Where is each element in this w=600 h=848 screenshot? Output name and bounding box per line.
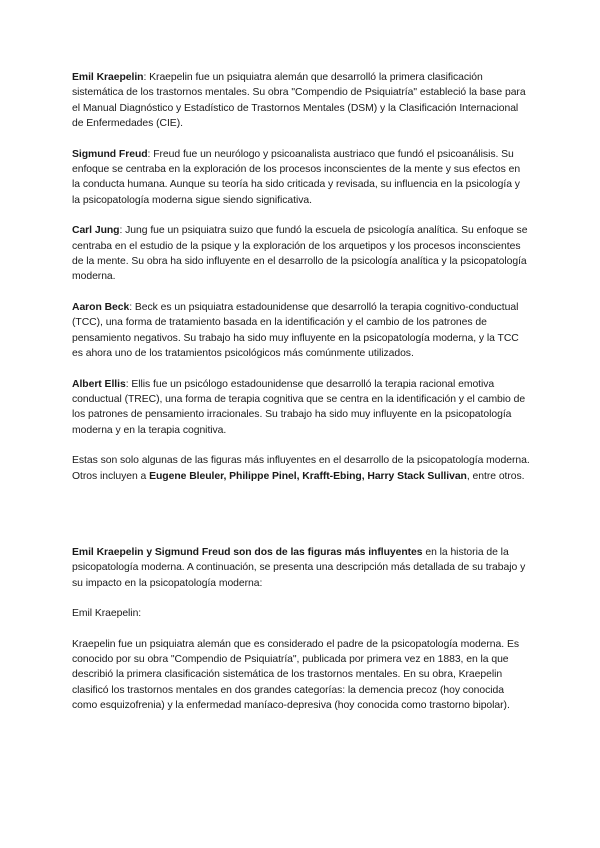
- others-intro: Estas son solo algunas de las figuras más influyentes en el desarrollo de la psicopatología moderna. Otros incluyen a: [72, 455, 530, 482]
- others-outro: , entre otros.: [466, 470, 525, 482]
- paragraph-kraepelin: [72, 70, 530, 132]
- text-kraepelin: : Kraepelin fue un psiquiatra alemán que desarrolló la primera clasificación sistemática de los trastornos mentales. Su obra "Compendio de Psiquiatría" estableció la base para el Manual Diagnóstico y Estadístico de Trastornos Mentales (DSM) y la Clasificación Internacional de Enfermedades (CIE).: [72, 72, 526, 130]
- name-ellis: Albert Ellis: [72, 378, 126, 390]
- text-freud: : Freud fue un neurólogo y psicoanalista austriaco que fundó el psicoanálisis. Su enfoque se centraba en la exploración de los procesos inconscientes de la mente y sus efectos en la conducta humana. Aunque su teoría ha sido criticada y revisada, su influencia en la psicología y la psicopatología moderna sigue siendo significativa.: [72, 148, 521, 206]
- name-kraepelin: Emil Kraepelin: [72, 72, 144, 83]
- paragraph-freud: [72, 147, 530, 209]
- name-jung: Carl Jung: [72, 225, 120, 237]
- section2-rest: en la historia de la psicopatología moderna. A continuación, se presenta una descripción más detallada de su trabajo y su impacto en la psicopatología moderna:: [72, 546, 526, 589]
- others-names: Eugene Bleuler, Philippe Pinel, Krafft-Ebing, Harry Stack Sullivan: [149, 470, 467, 482]
- paragraph-section2-intro: [72, 545, 530, 591]
- paragraph-beck: [72, 300, 530, 362]
- section-spacer: [72, 499, 530, 545]
- name-beck: Aaron Beck: [72, 301, 130, 313]
- section2-label: Emil Kraepelin:: [72, 608, 142, 620]
- text-ellis: : Ellis fue un psicólogo estadounidense que desarrolló la terapia racional emotiva conductual (TREC), una forma de terapia cognitiva que se centra en la identificación y el cambio de los patrones de pensamiento irracionales. Su trabajo ha sido muy influyente en la psicopatología moderna y en la terapia cognitiva.: [72, 378, 526, 436]
- section2-bold-lead: Emil Kraepelin y Sigmund Freud son dos de las figuras más influyentes: [72, 546, 423, 558]
- paragraph-ellis: [72, 377, 530, 439]
- paragraph-jung: [72, 223, 530, 285]
- name-freud: Sigmund Freud: [72, 148, 148, 160]
- text-jung: : Jung fue un psiquiatra suizo que fundó la escuela de psicología analítica. Su enfoque se centraba en el estudio de la psique y la exploración de los arquetipos y los procesos inconscientes de la mente. Su obra ha sido influyente en el desarrollo de la psicología analítica y la psicopatología moderna.: [72, 225, 528, 283]
- document-page: [72, 70, 530, 729]
- paragraph-section2-body: Kraepelin fue un psiquiatra alemán que es considerado el padre de la psicopatología moderna. Es conocido por su obra "Compendio de Psiquiatría", publicada por primera vez en 1883, en la que describió la primera clasificación sistemática de los trastornos mentales. En su obra, Kraepelin clasificó los trastornos mentales en dos grandes categorías: la demencia precoz (hoy conocida como esquizofrenia) y la enfermedad maníaco-depresiva (hoy conocida como trastorno bipolar).: [72, 638, 519, 712]
- text-beck: : Beck es un psiquiatra estadounidense que desarrolló la terapia cognitivo-conductual (TCC), una forma de tratamiento basada en la identificación y el cambio de los patrones de pensamiento negativos. Su trabajo ha sido muy influyente en la psicopatología moderna, y la TCC es ahora uno de los tratamientos psicológicos más comúnmente utilizados.: [72, 301, 519, 360]
- paragraph-others: [72, 453, 530, 484]
